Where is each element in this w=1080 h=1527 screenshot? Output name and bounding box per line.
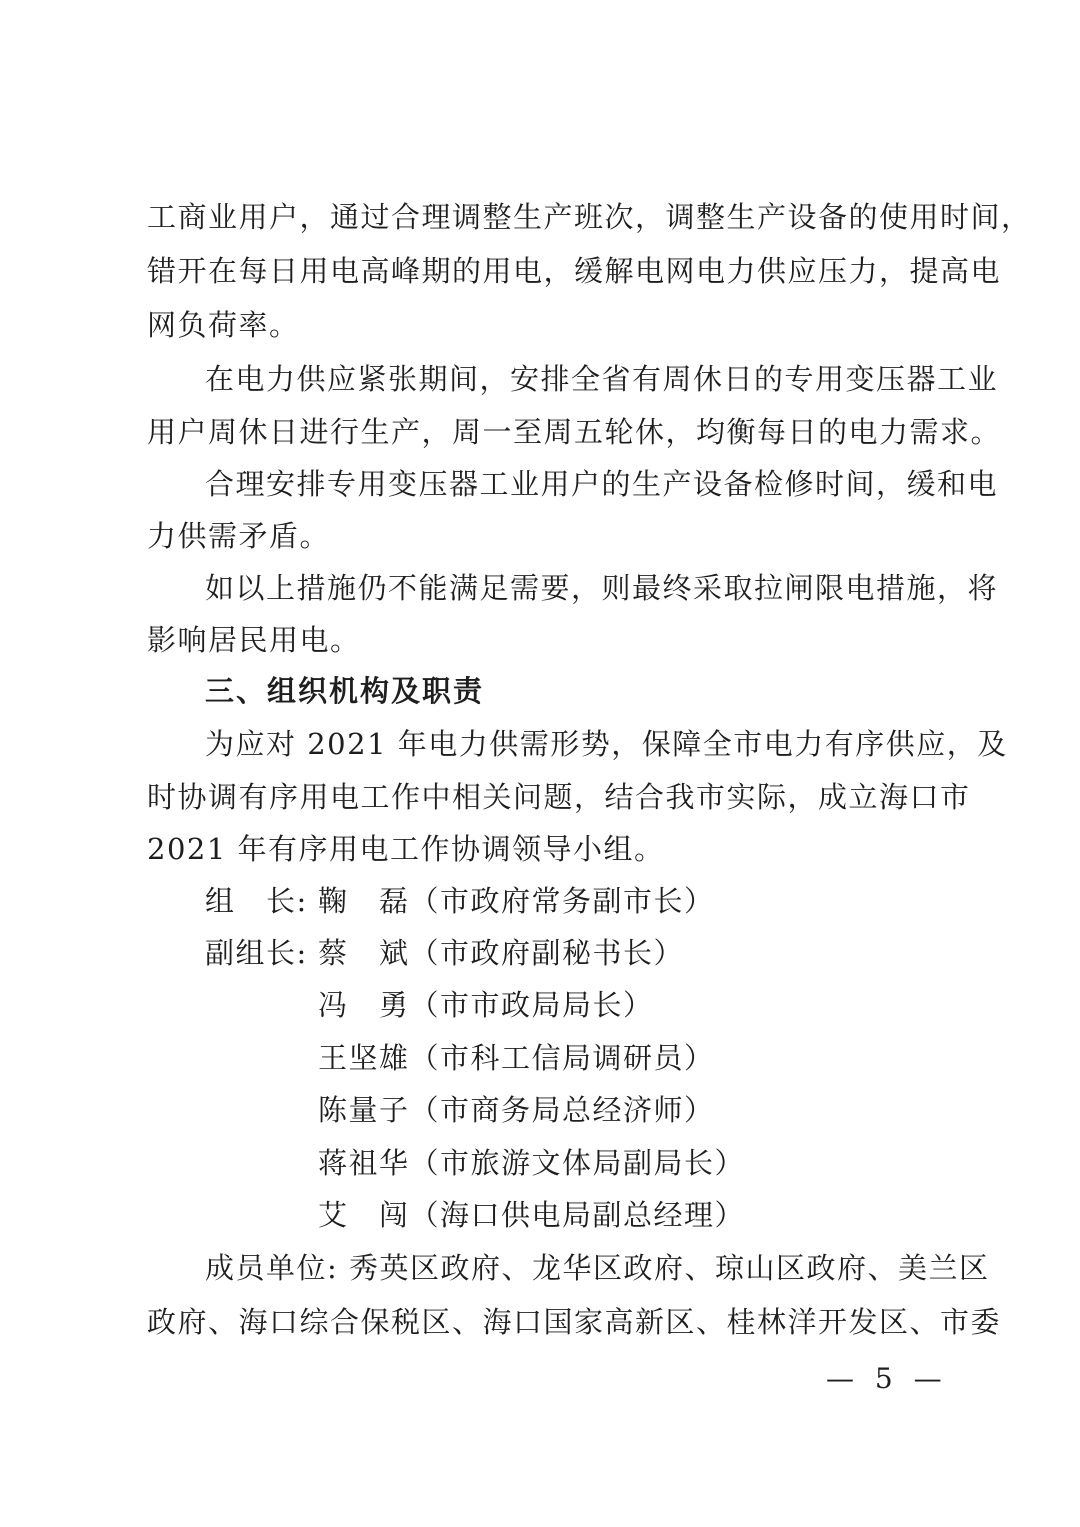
intro-line-1: 为应对 2021 年电力供需形势，保障全市电力有序供应，及 [205, 727, 1008, 761]
deputy-title: （市政府副秘书长） [409, 936, 685, 970]
member-units-line-1: 成员单位: 秀英区政府、龙华区政府、琼山区政府、美兰区 [205, 1251, 990, 1285]
paragraph-4-line-1: 如以上措施仍不能满足需要，则最终采取拉闸限电措施，将 [205, 571, 999, 605]
member-units-line-2: 政府、海口综合保税区、海口国家高新区、桂林洋开发区、市委 [147, 1305, 1002, 1339]
deputy-title: （市商务局总经济师） [409, 1093, 715, 1127]
deputy-title: （市旅游文体局副局长） [409, 1146, 746, 1180]
paragraph-3-line-1: 合理安排专用变压器工业用户的生产设备检修时间，缓和电 [205, 467, 999, 501]
deputy-name: 陈量子 [318, 1093, 410, 1127]
leader-label: 组 长: [205, 884, 308, 918]
deputy-row-4 [318, 1090, 715, 1130]
paragraph-1-line-1: 工商业用户，通过合理调整生产班次，调整生产设备的使用时间， [147, 200, 1032, 234]
deputy-name: 艾 闯 [318, 1198, 410, 1232]
deputy-row-5 [318, 1143, 745, 1183]
deputy-row-6 [318, 1195, 745, 1235]
paragraph-1-line-3: 网负荷率。 [147, 308, 300, 342]
paragraph-4-line-2: 影响居民用电。 [147, 623, 361, 657]
deputy-title: （市科工信局调研员） [409, 1041, 715, 1075]
paragraph-2-line-2: 用户周休日进行生产，周一至周五轮休，均衡每日的电力需求。 [147, 415, 1002, 449]
leader-name: 鞠 磊 [318, 884, 410, 918]
deputy-name: 王坚雄 [318, 1041, 410, 1075]
paragraph-3-line-2: 力供需矛盾。 [147, 519, 331, 553]
deputy-title: （海口供电局副总经理） [409, 1198, 746, 1232]
leader-row [205, 881, 715, 921]
intro-line-2: 时协调有序用电工作中相关问题，结合我市实际，成立海口市 [147, 780, 971, 814]
paragraph-2-line-1: 在电力供应紧张期间，安排全省有周休日的专用变压器工业 [205, 362, 999, 396]
paragraph-1-line-2: 错开在每日用电高峰期的用电，缓解电网电力供应压力，提高电 [147, 254, 1002, 288]
deputy-title: （市市政局局长） [409, 988, 654, 1022]
deputy-name: 蒋祖华 [318, 1146, 410, 1180]
page-number: — 5 — [826, 1362, 948, 1395]
deputy-row-2 [318, 985, 654, 1025]
section-heading: 三、组织机构及职责 [205, 674, 485, 708]
deputy-label: 副组长: [205, 936, 308, 970]
intro-line-3: 2021 年有序用电工作协调领导小组。 [147, 832, 665, 866]
leader-title: （市政府常务副市长） [409, 884, 715, 918]
deputy-row-3 [318, 1038, 715, 1078]
deputy-name: 蔡 斌 [318, 936, 410, 970]
deputy-row-1 [205, 933, 684, 973]
deputy-name: 冯 勇 [318, 988, 410, 1022]
